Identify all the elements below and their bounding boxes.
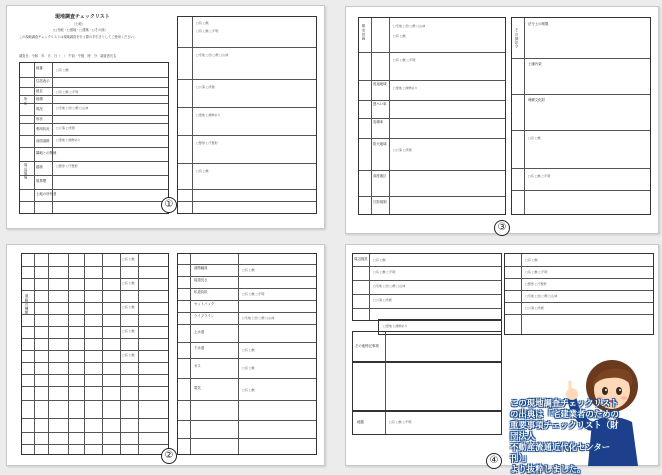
p2-label-8: ガス	[194, 364, 201, 368]
p3-option-5: □公簿 □実測	[393, 148, 412, 152]
p2-left-form	[21, 253, 169, 455]
p4-bottom-box	[352, 411, 502, 435]
p2-label-2: 接道長さ	[194, 278, 208, 282]
p1r-option-3: □宅地 □田 □畑 □山林	[196, 53, 229, 57]
p3r-label-2: 土壌汚染	[528, 62, 542, 66]
p1-label-shape: 形状	[36, 117, 43, 121]
p4r-option-2: □有 □無 □不明	[525, 270, 548, 274]
p4-top-form	[352, 253, 502, 321]
p1-left-form	[19, 62, 169, 214]
p2r-option-6: □有 □無	[242, 388, 255, 392]
p4-right-form	[504, 253, 654, 335]
options-line: （□売地・□借地・□建築・□その他）	[51, 28, 108, 32]
p2-option-5: □有 □無	[122, 353, 135, 357]
p1-label-owner: 土地の所有者	[36, 192, 57, 196]
page-number-1: ①	[161, 197, 177, 213]
p3r-label-1: 法令上の制限	[528, 22, 549, 26]
p1r-option-7: □有 □無	[196, 169, 209, 173]
p2-option-4: □有 □無	[122, 329, 135, 333]
intro-text: この現地調査チェックリストは現地調査を行う際の手引きとしてご使用ください。	[19, 35, 137, 39]
p4r-option-3: □整形 □不整形	[525, 282, 547, 286]
p4r-option-4: □宅地 □田 □畑 □山林	[525, 294, 558, 298]
p3-option-3: □有 □無 □不明	[393, 58, 416, 62]
p3-label-5: 高度地区	[373, 174, 387, 178]
p1-label-road: 前面道路	[36, 139, 50, 143]
checklist-page-3	[345, 6, 659, 234]
p1-label-current: 現況	[36, 107, 43, 111]
p2-label-3: 私道負担	[194, 290, 208, 294]
p4-option-2: □有 □無 □不明	[373, 270, 396, 274]
p4r-option-1: □有 □無	[525, 258, 538, 262]
p2-label-5: ライフライン	[194, 314, 215, 318]
p1-option-4: □公簿 □実測	[56, 126, 75, 130]
p3-left-form	[358, 17, 506, 215]
p3-option-2: □有 □無	[393, 34, 406, 38]
p1-vertical-label-1: 所在	[24, 97, 28, 106]
p3r-label-3: 埋蔵文化財	[528, 98, 545, 102]
document-title: 現地調査チェックリスト	[55, 14, 110, 20]
p4-option-3: □宅地 □田 □畑 □山林	[373, 284, 406, 288]
p2-option-1: □有 □無	[122, 257, 135, 261]
p3-vertical-label: 都市計画	[362, 24, 366, 41]
p1-label-address: 住居表示	[36, 79, 50, 83]
caption-text: この現地調査チェックリスト の出典は「宅建業者のための 重要事項チェックリスト（財団法人 不動産流通近代化センター刊）」 より抜粋しました。	[510, 398, 619, 474]
p4-remarks-label: その他特記事項	[355, 344, 379, 348]
p3r-option-1: □有 □無	[528, 136, 541, 140]
p1-label-usage: 利用状況	[36, 127, 50, 131]
p1-label-boundary: 境界標	[36, 179, 47, 183]
p2-label-9: 電気	[194, 386, 201, 390]
p4-remarks-box	[352, 331, 502, 363]
p3-option-1: □宅地 □田 □畑 □山林	[393, 24, 426, 28]
p2-vertical-label: 道路の種類	[25, 294, 29, 315]
page-number-3: ③	[494, 220, 510, 236]
p2-label-4: セットバック	[194, 302, 215, 306]
p4-ground-label: 地盤	[357, 420, 364, 424]
p3-label-2: 建ぺい率	[373, 102, 387, 106]
p3-label-3: 容積率	[373, 120, 384, 124]
p4-bottom-option: □有 □無 □不明	[389, 420, 412, 424]
p3r-vertical-label: その他法令	[515, 28, 519, 49]
p1-option-1: □有 □無	[56, 68, 69, 72]
p1-option-2: □有 □無 □不明	[56, 90, 79, 94]
document-subtitle: （土地）	[72, 22, 85, 26]
p2r-option-4: □有 □無	[242, 348, 255, 352]
p1-label-chimoku: 地目	[36, 89, 43, 93]
p2-right-form	[177, 253, 317, 455]
p1-option-6: □整形 □不整形	[56, 164, 78, 168]
p4-label-1: 周辺施設	[354, 257, 368, 261]
p1r-option-1: □有 □無	[196, 21, 209, 25]
p1-label-encroach: 越境	[36, 165, 43, 169]
checklist-page-2	[6, 244, 325, 466]
p2r-option-2: □有 □無 □不明	[242, 292, 265, 296]
p3-option-4: □更地 □建物あり	[393, 86, 418, 90]
p4-option-1: □有 □無	[373, 258, 386, 262]
p1-label-area: 地積	[36, 97, 43, 101]
p1-option-3: □宅地 □田 □畑 □山林	[56, 106, 89, 110]
page-number-2: ②	[161, 448, 177, 464]
survey-date-line: 調査日：令和 年 月 日（ ） 午前・午後 時 分 調査者氏名	[19, 54, 117, 58]
p1-label-neighbor: 隣地との関係	[36, 151, 57, 155]
p2r-option-5: □有 □無	[242, 366, 255, 370]
p3-right-form	[511, 17, 651, 215]
p1r-option-2: □有 □無 □不明	[196, 29, 219, 33]
p1-label-chiban: 地番	[36, 66, 43, 70]
p1-option-5: □更地 □建物あり	[56, 138, 81, 142]
p1-vertical-label-2: 周辺環境	[24, 163, 28, 180]
p1r-option-5: □更地 □建物あり	[196, 113, 221, 117]
p2r-option-1: □有 □無	[242, 268, 255, 272]
p3-label-1: 用途地域	[373, 82, 387, 86]
p3-label-4: 防火地域	[373, 142, 387, 146]
p2-label-1: 道路幅員	[194, 266, 208, 270]
p2-label-6: 上水道	[194, 330, 205, 334]
p1r-option-6: □整形 □不整形	[196, 141, 218, 145]
p3r-option-2: □有 □無 □不明	[528, 174, 551, 178]
p4-option-4: □公簿 □実測	[373, 298, 392, 302]
p2-label-7: 下水道	[194, 346, 205, 350]
p4r-option-5: □公簿 □実測	[525, 306, 544, 310]
p2-option-2: □有 □無	[122, 281, 135, 285]
checklist-page-1	[6, 5, 325, 229]
p1-right-form	[177, 16, 317, 214]
p2r-option-3: □宅地 □田 □畑 □山林	[242, 316, 275, 320]
p4-option-5: □更地 □建物あり	[383, 324, 408, 328]
p4-blank-box	[352, 361, 502, 411]
p2-option-3: □有 □無	[122, 305, 135, 309]
page-number-4: ④	[486, 453, 502, 469]
p1r-option-4: □公簿 □実測	[196, 85, 215, 89]
p3-label-6: 日影規制	[373, 200, 387, 204]
